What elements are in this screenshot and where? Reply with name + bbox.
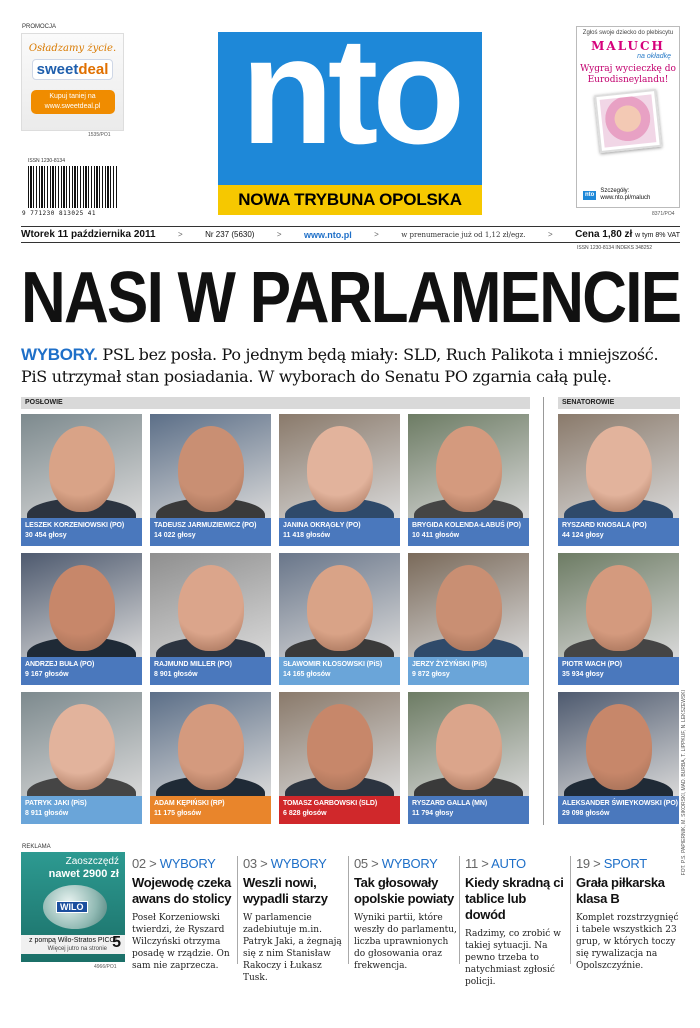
ad-code: 4966/PO1 bbox=[94, 964, 117, 970]
candidate-card[interactable] bbox=[279, 692, 400, 824]
maluch-title: MALUCH bbox=[591, 39, 665, 53]
candidate-photo bbox=[150, 553, 271, 657]
candidate-face bbox=[586, 704, 652, 790]
sweetdeal-logo-a: sweet bbox=[36, 61, 79, 78]
teaser-separator: > bbox=[256, 856, 271, 871]
section-senators-header: SENATOROWIE bbox=[558, 397, 680, 409]
candidate-card[interactable] bbox=[558, 414, 679, 546]
teaser-text: Komplet rozstrzygnięć i tabele wszystkich 23 grup, w których toczy się rywalizacja na Opolszczyźnie. bbox=[576, 913, 679, 971]
candidate-name: RYSZARD KNOSALA (PO) bbox=[562, 522, 647, 529]
candidate-votes: 44 124 głosy bbox=[562, 532, 604, 539]
candidate-votes: 29 098 głosów bbox=[562, 810, 610, 817]
candidate-caption bbox=[558, 796, 679, 824]
teaser-page: 03 bbox=[243, 856, 257, 871]
candidate-photo bbox=[408, 414, 529, 518]
candidate-photo bbox=[408, 692, 529, 796]
teaser-headline: Wojewodę czeka awans do stolicy bbox=[132, 875, 232, 906]
candidate-caption bbox=[558, 657, 679, 685]
maluch-prize: Wygraj wycieczkę do Eurodisneylandu! bbox=[580, 64, 676, 85]
teaser-headline: Tak głosowały opolskie powiaty bbox=[354, 875, 454, 906]
teaser-text: W parlamencie zadebiutuje m.in. Patryk Jaki, a żegnają się z nim Stanisław Rakoczy i Łukasz Tusk. bbox=[243, 913, 342, 983]
lead-kicker: WYBORY. bbox=[21, 345, 98, 364]
candidate-votes: 11 175 głosów bbox=[154, 810, 202, 817]
teaser-kicker bbox=[132, 856, 236, 871]
candidate-name: RYSZARD GALLA (MN) bbox=[412, 800, 488, 807]
candidate-caption bbox=[408, 657, 529, 685]
maluch-intro: Zgłoś swoje dziecko do plebiscytu bbox=[582, 30, 674, 36]
candidate-card[interactable] bbox=[150, 414, 271, 546]
issn: ISSN 1230-8134 bbox=[28, 158, 65, 164]
teaser-separator: > bbox=[145, 856, 160, 871]
candidate-caption bbox=[279, 518, 400, 546]
teaser-kicker bbox=[243, 856, 347, 871]
nto-mini-logo: nto bbox=[585, 191, 595, 198]
teaser-text: Poseł Korzeniowski twierdzi, że Ryszard Wilczyński otrzyma posadę w rządzie. On sam nie zaprzecza. bbox=[132, 913, 230, 971]
candidate-caption bbox=[150, 518, 271, 546]
candidate-name: ALEKSANDER ŚWIEYKOWSKI (PO) bbox=[562, 800, 678, 807]
teaser-page: 11 bbox=[465, 856, 478, 871]
candidate-name: TOMASZ GARBOWSKI (SLD) bbox=[283, 800, 378, 807]
candidate-card[interactable] bbox=[408, 414, 529, 546]
candidate-votes: 8 911 głosów bbox=[25, 810, 69, 817]
sweetdeal-logo bbox=[32, 59, 114, 80]
lead-text: PSL bez posła. Po jednym będą miały: SLD, Ruch Palikota i mniejszość. PiS utrzymał stan posiadania. W wyborach do Senatu PO zgarnia całą pulę. bbox=[21, 345, 659, 386]
candidate-caption bbox=[150, 657, 271, 685]
candidate-card[interactable] bbox=[408, 692, 529, 824]
candidate-photo bbox=[279, 414, 400, 518]
candidate-name: JERZY ŻYŻYŃSKI (PiS) bbox=[412, 661, 487, 668]
wilo-logo: WILO bbox=[56, 901, 88, 913]
candidate-photo bbox=[408, 553, 529, 657]
teaser-text: Radzimy, co zrobić w takiej sytuacji. Na pewno trzeba to natychmiast zgłosić policji. bbox=[465, 929, 561, 987]
candidate-card[interactable] bbox=[279, 414, 400, 546]
section-deputies-header: POSŁOWIE bbox=[21, 397, 530, 409]
teaser-divider bbox=[459, 856, 460, 964]
candidate-face bbox=[49, 704, 115, 790]
teaser-category: WYBORY bbox=[159, 856, 216, 871]
teaser[interactable] bbox=[354, 856, 458, 972]
teaser-divider bbox=[570, 856, 571, 964]
info-bar bbox=[21, 226, 680, 243]
wilo-ad[interactable] bbox=[21, 852, 125, 962]
candidate-card[interactable] bbox=[558, 553, 679, 685]
candidate-face bbox=[178, 426, 244, 512]
candidate-card[interactable] bbox=[558, 692, 679, 824]
sweetdeal-logo-b: deal bbox=[78, 61, 109, 78]
candidate-photo bbox=[21, 553, 142, 657]
candidate-caption bbox=[279, 796, 400, 824]
candidate-caption bbox=[21, 796, 142, 824]
teaser[interactable] bbox=[576, 856, 680, 972]
lead-paragraph bbox=[21, 344, 686, 388]
candidate-name: TADEUSZ JARMUZIEWICZ (PO) bbox=[154, 522, 257, 529]
candidate-card[interactable] bbox=[21, 692, 142, 824]
candidate-caption bbox=[21, 518, 142, 546]
candidate-caption bbox=[558, 518, 679, 546]
candidate-face bbox=[178, 565, 244, 651]
teaser-page: 19 bbox=[576, 856, 590, 871]
candidate-card[interactable] bbox=[21, 553, 142, 685]
candidate-face bbox=[436, 704, 502, 790]
candidate-votes: 14 165 głosów bbox=[283, 671, 331, 678]
ad-label: REKLAMA bbox=[22, 844, 51, 850]
teaser[interactable] bbox=[465, 856, 569, 988]
candidate-name: JANINA OKRĄGŁY (PO) bbox=[283, 522, 361, 529]
vat-info: w tym 8% VAT bbox=[635, 232, 680, 239]
candidate-votes: 30 454 głosy bbox=[25, 532, 67, 539]
candidate-face bbox=[49, 565, 115, 651]
masthead-name: NOWA TRYBUNA OPOLSKA bbox=[218, 185, 482, 215]
candidate-card[interactable] bbox=[408, 553, 529, 685]
candidate-photo bbox=[21, 414, 142, 518]
issn-index: ISSN 1230-8134 INDEKS 348252 bbox=[577, 245, 653, 251]
candidate-name: ADAM KĘPIŃSKI (RP) bbox=[154, 800, 225, 807]
candidate-votes: 11 794 głosy bbox=[412, 810, 454, 817]
subscription-info: w prenumeracie już od 1,12 zł/egz. bbox=[401, 230, 526, 239]
website-link[interactable]: www.nto.pl bbox=[304, 229, 352, 240]
ad-line3: z pompą Wilo-Stratos PICO! bbox=[21, 935, 125, 946]
candidate-votes: 9 872 głosy bbox=[412, 671, 450, 678]
candidate-name: RAJMUND MILLER (PO) bbox=[154, 661, 232, 668]
candidate-photo bbox=[558, 553, 679, 657]
sweetdeal-ad[interactable] bbox=[21, 33, 124, 131]
candidate-caption bbox=[21, 657, 142, 685]
ad-code: 1535/PO1 bbox=[88, 132, 111, 138]
candidate-votes: 11 418 głosów bbox=[283, 532, 331, 539]
candidate-photo bbox=[150, 692, 271, 796]
candidate-card[interactable] bbox=[21, 414, 142, 546]
barcode-number: 9 771230 813025 41 bbox=[22, 210, 97, 217]
candidate-face bbox=[178, 704, 244, 790]
candidate-face bbox=[49, 426, 115, 512]
teaser-category: WYBORY bbox=[381, 856, 438, 871]
candidate-face bbox=[436, 565, 502, 651]
teaser-divider bbox=[348, 856, 349, 964]
maluch-link[interactable]: Szczegóły: www.nto.pl/maluch bbox=[600, 188, 651, 201]
candidate-photo bbox=[558, 692, 679, 796]
candidate-votes: 10 411 głosów bbox=[412, 532, 460, 539]
ad-line2: nawet 2900 zł bbox=[48, 868, 119, 880]
candidate-face bbox=[307, 704, 373, 790]
teaser-kicker bbox=[576, 856, 680, 871]
candidate-card[interactable] bbox=[150, 692, 271, 824]
candidate-votes: 8 901 głosów bbox=[154, 671, 198, 678]
sweetdeal-tagline: Osładzamy życie. bbox=[28, 43, 117, 54]
candidate-votes: 9 167 głosów bbox=[25, 671, 69, 678]
teaser-category: SPORT bbox=[603, 856, 647, 871]
nto-logo: nto bbox=[240, 6, 460, 176]
masthead-logo[interactable] bbox=[218, 6, 482, 215]
arrow-separator: > bbox=[547, 230, 553, 239]
pump-image bbox=[43, 885, 107, 929]
candidate-votes: 35 934 głosy bbox=[562, 671, 604, 678]
maluch-subtitle: na okładkę bbox=[637, 53, 671, 60]
teaser-separator: > bbox=[589, 856, 604, 871]
price: Cena 1,80 zł w tym 8% VAT bbox=[575, 229, 680, 240]
teaser[interactable] bbox=[132, 856, 236, 972]
candidate-name: LESZEK KORZENIOWSKI (PO) bbox=[25, 522, 125, 529]
issue-number: Nr 237 (5630) bbox=[205, 230, 255, 239]
teaser-divider bbox=[237, 856, 238, 964]
candidate-name: PATRYK JAKI (PiS) bbox=[25, 800, 87, 807]
issue-date: Wtorek 11 października 2011 bbox=[21, 229, 156, 240]
candidate-caption bbox=[408, 518, 529, 546]
teaser-page: 02 bbox=[132, 856, 146, 871]
candidate-votes: 14 022 głosy bbox=[154, 532, 196, 539]
arrow-separator: > bbox=[276, 230, 282, 239]
candidate-photo bbox=[279, 692, 400, 796]
candidate-face bbox=[436, 426, 502, 512]
arrow-separator: > bbox=[374, 230, 379, 239]
candidate-caption bbox=[150, 796, 271, 824]
teaser-page: 05 bbox=[354, 856, 368, 871]
candidate-photo bbox=[558, 414, 679, 518]
teaser-kicker bbox=[354, 856, 458, 871]
candidate-face bbox=[307, 565, 373, 651]
arrow-separator: > bbox=[177, 230, 183, 239]
candidate-card[interactable] bbox=[279, 553, 400, 685]
candidate-name: SŁAWOMIR KŁOSOWSKI (PiS) bbox=[283, 661, 383, 668]
teaser-text: Wyniki partii, które weszły do parlamentu, liczba uprawnionych do głosowania oraz frekwencja. bbox=[354, 913, 457, 971]
column-divider bbox=[543, 397, 544, 825]
candidate-face bbox=[586, 426, 652, 512]
teaser-category: WYBORY bbox=[270, 856, 327, 871]
candidate-face bbox=[307, 426, 373, 512]
candidate-photo bbox=[279, 553, 400, 657]
teaser-separator: > bbox=[367, 856, 382, 871]
sweetdeal-button[interactable]: Kupuj taniej na www.sweetdeal.pl bbox=[31, 90, 115, 114]
teaser-headline: Weszli nowi, wypadli starzy bbox=[243, 875, 328, 906]
candidate-photo bbox=[21, 692, 142, 796]
ad-page: 5 bbox=[112, 934, 121, 951]
teaser-separator: > bbox=[477, 856, 492, 871]
maluch-promo[interactable] bbox=[576, 26, 680, 208]
ad-line4: Więcej jutro na stronie bbox=[47, 946, 107, 952]
baby-photo bbox=[594, 89, 662, 153]
promo-label: PROMOCJA bbox=[22, 24, 57, 30]
barcode bbox=[28, 166, 118, 208]
teaser[interactable] bbox=[243, 856, 347, 984]
candidate-name: ANDRZEJ BUŁA (PO) bbox=[25, 661, 95, 668]
candidate-caption bbox=[279, 657, 400, 685]
candidate-name: BRYGIDA KOLENDA-ŁABUŚ (PO) bbox=[412, 522, 521, 529]
candidate-caption bbox=[408, 796, 529, 824]
candidate-photo bbox=[150, 414, 271, 518]
ad-line1: Zaoszczędź bbox=[65, 856, 119, 867]
teaser-kicker bbox=[465, 856, 569, 871]
teaser-headline: Grała piłkarska klasa B bbox=[576, 875, 665, 906]
candidate-name: PIOTR WACH (PO) bbox=[562, 661, 622, 668]
maluch-code: 8371/PO4 bbox=[652, 211, 675, 217]
main-headline: NASI W PARLAMENCIE bbox=[21, 258, 681, 338]
photo-credit: FOT. P.S. PAPIERNIK, M. SIKORSKI, MAD. BURBA, T. LIPPKUF, N. LEKSZEWSKI bbox=[681, 690, 687, 876]
candidate-face bbox=[586, 565, 652, 651]
candidate-card[interactable] bbox=[150, 553, 271, 685]
teaser-category: AUTO bbox=[491, 856, 526, 871]
candidate-votes: 6 828 głosów bbox=[283, 810, 327, 817]
teaser-headline: Kiedy skradną ci tablice lub dowód bbox=[465, 875, 564, 922]
